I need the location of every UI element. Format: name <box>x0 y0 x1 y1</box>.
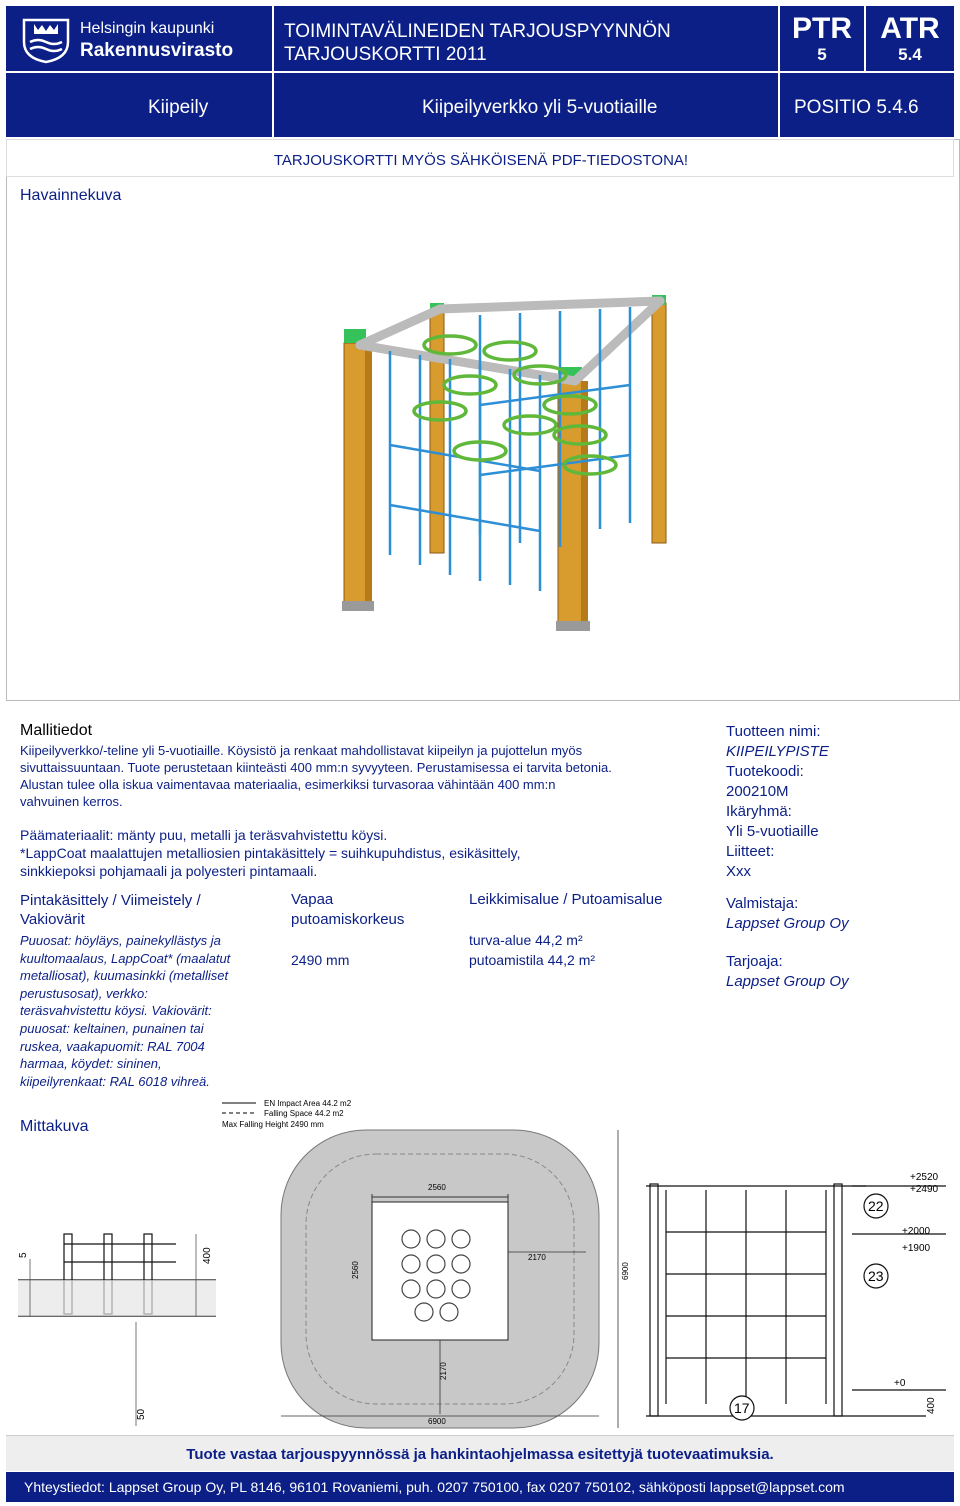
technical-drawing <box>6 1094 954 1434</box>
finish-line: kiipeilyrenkaat: RAL 6018 vihreä. <box>20 1073 210 1089</box>
area-value <box>469 930 595 970</box>
elev-2000: +2000 <box>902 1226 931 1237</box>
atr-value: 5.4 <box>898 45 922 64</box>
product-code-value: 200210M <box>726 783 789 800</box>
ptr-value: 5 <box>817 45 827 64</box>
atr-cell <box>866 6 954 73</box>
colors-label: Vakiovärit <box>20 911 85 928</box>
legend-impact: EN Impact Area 44.2 m2 <box>264 1099 352 1108</box>
fall-height-label <box>291 890 404 930</box>
model-desc-line3: Alustan tulee olla iskua vaimentavaa materiaalia, esimerkiksi turvasoraa vähintään 400 mm:n <box>20 777 556 792</box>
lappcoat-line2: sinkkiepoksi pohjamaali ja polyesteri pintamaali. <box>20 863 318 879</box>
ptr-cell <box>780 6 866 73</box>
age-group-value: Yli 5-vuotiaille <box>726 823 819 840</box>
notice-text: Tuote vastaa tarjouspyynnössä ja hankintaohjelmassa esitettyjä tuotevaatimuksia. <box>186 1446 774 1463</box>
fall-height-label-line2: putoamiskorkeus <box>291 911 405 928</box>
dim-400-right: 400 <box>926 1397 937 1414</box>
fall-height-label-line1: Vapaa <box>291 891 334 908</box>
legend-height: Max Falling Height 2490 mm <box>222 1120 324 1129</box>
elev-2520: +2520 <box>910 1172 939 1183</box>
product-cell: Kiipeilyverkko yli 5-vuotiaille <box>274 73 780 139</box>
havainnekuva-label: Havainnekuva <box>20 187 122 204</box>
callout-23: 23 <box>868 1268 884 1284</box>
ptr-label: PTR <box>792 12 852 45</box>
atr-label: ATR <box>880 12 940 45</box>
falling-space-value: putoamistila 44,2 m² <box>469 952 596 968</box>
info-section <box>6 708 954 1094</box>
finish-line: kuultomaalaus, LappCoat* (maalatut <box>20 950 231 966</box>
dim-2560-side: 2560 <box>351 1261 360 1279</box>
contact-info: Yhteystiedot: Lappset Group Oy, PL 8146, 96101 Rovaniemi, puh. 0207 750100, fax 0207 750102, sähköposti lappset@lappset.com <box>24 1479 845 1495</box>
dim-2170-side: 2170 <box>528 1253 546 1262</box>
elev-2490: +2490 <box>910 1184 939 1195</box>
model-title: Mallitiedot <box>20 722 93 739</box>
model-info <box>20 722 700 880</box>
notice-bar <box>6 1435 954 1471</box>
footer <box>6 1472 954 1502</box>
callout-22: 22 <box>868 1198 884 1214</box>
finish-line: puuosat: keltainen, punainen tai <box>20 1020 204 1036</box>
category-cell: Kiipeily <box>6 73 274 139</box>
age-group-label: Ikäryhmä: <box>726 803 792 820</box>
dim-6900-bottom: 6900 <box>428 1417 446 1426</box>
lappcoat-line1: *LappCoat maalattujen metalliosien pintakäsittely = suihkupuhdistus, esikäsittely, <box>20 845 521 861</box>
model-desc-line1: Kiipeilyverkko/-teline yli 5-vuotiaille. Köysistö ja renkaat mahdollistavat kiipeilyn ja pujottelun myös <box>20 743 583 758</box>
frame-footprint <box>372 1202 508 1340</box>
product-code-label: Tuotekoodi: <box>726 763 804 780</box>
logo-department: Rakennusvirasto <box>80 40 234 61</box>
pdf-note: TARJOUSKORTTI MYÖS SÄHKÖISENÄ PDF-TIEDOSTONA! <box>273 152 689 169</box>
model-desc-line2: sivuttaissuuntaan. Tuote perustetaan kiinteästi 400 mm:n syvyyteen. Perustamisessa ei tarvita betonia. <box>20 760 612 775</box>
finish-line: Puuosat: höyläys, painekyllästys ja <box>20 933 221 948</box>
finish-label: Pintakäsittely / Viimeistely / <box>20 892 201 909</box>
logo-cell <box>6 6 274 73</box>
dim-2170-bottom: 2170 <box>439 1362 448 1380</box>
product-info <box>726 722 948 992</box>
dim-6900-side: 6900 <box>621 1262 630 1280</box>
title-line2: TARJOUSKORTTI 2011 <box>284 44 487 65</box>
product-name-value: KIIPEILYPISTE <box>726 743 829 760</box>
model-desc-line4: vahvuinen kerros. <box>20 794 123 809</box>
dim-50: 50 <box>136 1408 147 1420</box>
dim-2560-top: 2560 <box>428 1183 446 1192</box>
supplier-label: Tarjoaja: <box>726 953 783 970</box>
elev-0: +0 <box>894 1378 906 1389</box>
dim-5: 5 <box>18 1252 29 1258</box>
document-title <box>274 6 780 73</box>
title-line1: TOIMINTAVÄLINEIDEN TARJOUSPYYNNÖN <box>284 21 671 42</box>
elev-1900: +1900 <box>902 1243 931 1254</box>
position-cell: POSITIO 5.4.6 <box>780 73 954 139</box>
fall-height-value: 2490 mm <box>291 952 350 968</box>
finish-line: teräsvahvistettu köysi. Vakiovärit: <box>20 1003 212 1019</box>
logo-text <box>80 18 233 62</box>
safety-area-value: turva-alue 44,2 m² <box>469 932 583 948</box>
finish-line: harmaa, köydet: sininen, <box>20 1056 162 1072</box>
dim-400-left: 400 <box>202 1247 213 1264</box>
area-label: Leikkimisalue / Putoamisalue <box>469 891 663 908</box>
attachments-label: Liitteet: <box>726 843 775 860</box>
manufacturer-label: Valmistaja: <box>726 895 799 912</box>
supplier-value: Lappset Group Oy <box>726 973 849 990</box>
header <box>6 6 954 139</box>
finish-line: ruskea, vaakapuomit: RAL 7004 <box>20 1038 205 1054</box>
finish-line: metalliosat), kuumasinkki (metalliset <box>20 968 229 984</box>
pdf-note-bar <box>6 139 954 177</box>
mittakuva-label: Mittakuva <box>20 1118 89 1135</box>
legend-falling: Falling Space 44.2 m2 <box>264 1109 344 1118</box>
finish-line: perustusosat), verkko: <box>20 985 148 1001</box>
callout-17: 17 <box>734 1400 750 1416</box>
attachments-value: Xxx <box>726 863 752 880</box>
product-name-label: Tuotteen nimi: <box>726 723 821 740</box>
logo-city: Helsingin kaupunki <box>80 20 215 37</box>
manufacturer-value: Lappset Group Oy <box>726 915 849 932</box>
helsinki-crest-logo <box>20 16 72 64</box>
climbing-frame-illustration <box>330 285 690 645</box>
finish-description <box>20 932 272 1090</box>
materials: Päämateriaalit: mänty puu, metalli ja teräsvahvistettu köysi. <box>20 827 388 843</box>
